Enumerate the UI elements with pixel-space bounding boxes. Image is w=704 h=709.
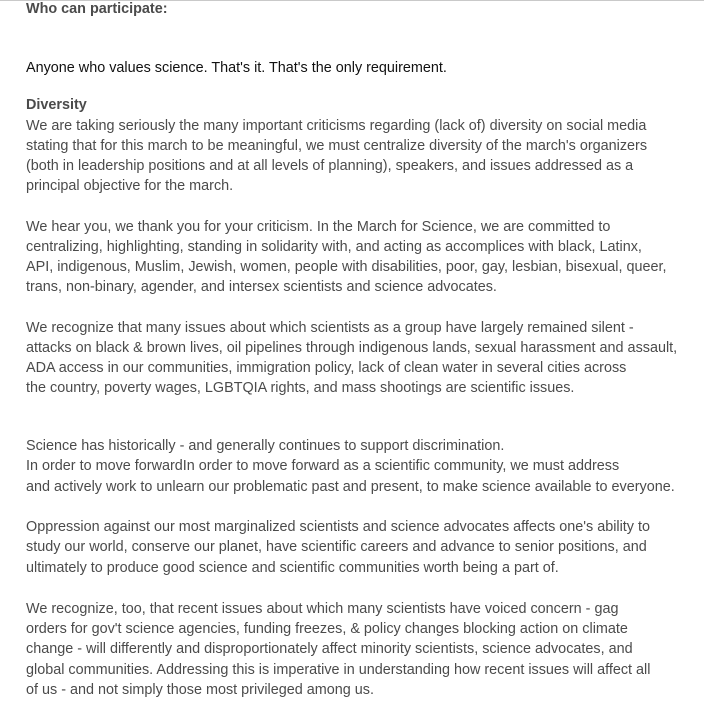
paragraph-line: principal objective for the march. [26, 178, 234, 194]
paragraph-line: Oppression against our most marginalized scientists and science advocates affects one's ability to [26, 519, 651, 535]
participate-text: Anyone who values science. That's it. That's the only requirement. [26, 60, 447, 76]
paragraph-line: We recognize, too, that recent issues about which many scientists have voiced concern - gag [26, 601, 619, 617]
paragraph-line: stating that for this march to be meaningful, we must centralize diversity of the march's organizers [26, 138, 648, 154]
paragraph-line: of us - and not simply those most privileged among us. [26, 682, 374, 698]
paragraph-line: We hear you, we thank you for your criticism. In the March for Science, we are committed to [26, 219, 611, 235]
paragraph-line: and actively work to unlearn our problematic past and present, to make science available to everyone. [26, 479, 675, 495]
paragraph-line: global communities. Addressing this is imperative in understanding how recent issues will affect all [26, 662, 651, 678]
paragraph-line: (both in leadership positions and at all levels of planning), speakers, and issues addressed as a [26, 158, 634, 174]
paragraph-line: ultimately to produce good science and scientific communities worth being a part of. [26, 560, 559, 576]
paragraph-line: ADA access in our communities, immigration policy, lack of clean water in several cities across [26, 360, 627, 376]
participate-heading: Who can participate: [26, 1, 168, 17]
paragraph-line: orders for gov't science agencies, funding freezes, & policy changes blocking action on climate [26, 621, 628, 637]
diversity-heading: Diversity [26, 97, 87, 113]
paragraph-line: We are taking seriously the many important criticisms regarding (lack of) diversity on social media [26, 118, 647, 134]
paragraph-line: the country, poverty wages, LGBTQIA rights, and mass shootings are scientific issues. [26, 380, 575, 396]
paragraph-line: API, indigenous, Muslim, Jewish, women, people with disabilities, poor, gay, lesbian, bisexual, queer, [26, 259, 667, 275]
paragraph-line: In order to move forwardIn order to move forward as a scientific community, we must address [26, 458, 620, 474]
paragraph-line: Science has historically - and generally continues to support discrimination. [26, 438, 505, 454]
paragraph-line: study our world, conserve our planet, have scientific careers and advance to senior positions, and [26, 539, 647, 555]
paragraph-line: We recognize that many issues about which scientists as a group have largely remained silent - [26, 320, 634, 336]
paragraph-line: centralizing, highlighting, standing in solidarity with, and acting as accomplices with black, Latinx, [26, 239, 642, 255]
paragraph-line: trans, non-binary, agender, and intersex scientists and science advocates. [26, 279, 497, 295]
paragraph-line: attacks on black & brown lives, oil pipelines through indigenous lands, sexual harassment and assault, [26, 340, 678, 356]
paragraph-line: change - will differently and disproportionately affect minority scientists, science advocates, and [26, 641, 633, 657]
